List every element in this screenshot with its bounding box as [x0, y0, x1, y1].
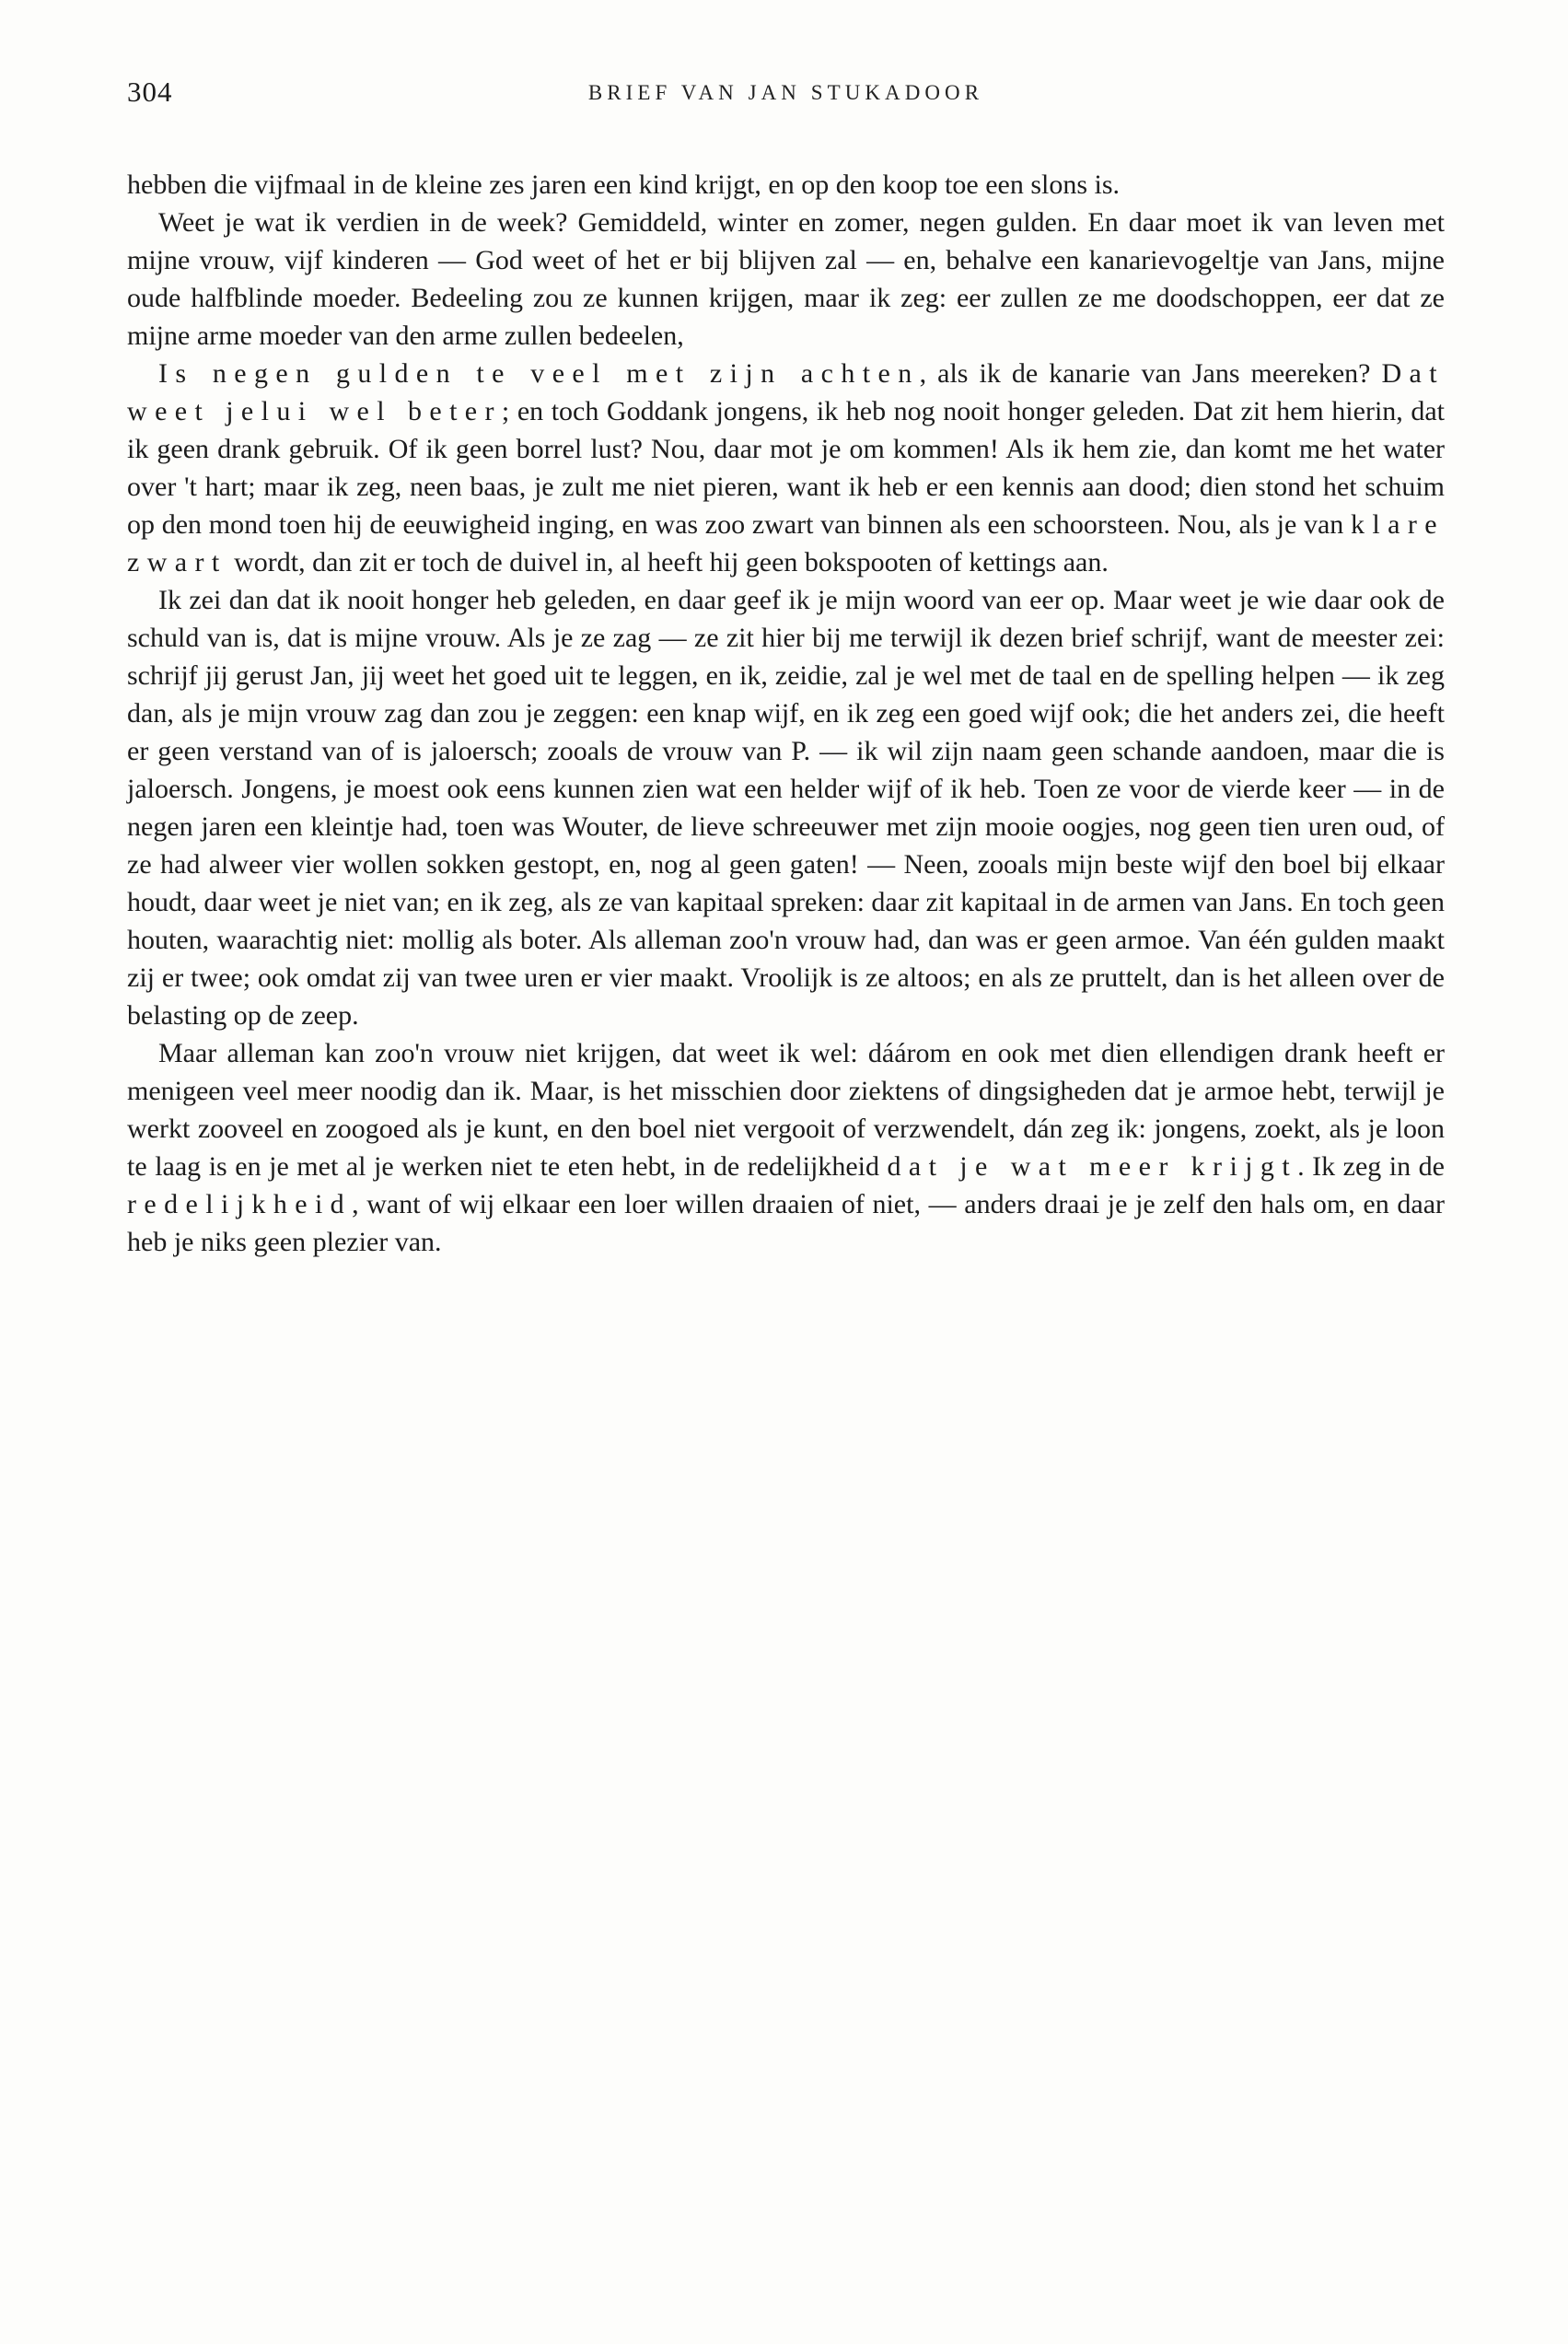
paragraph: [127, 166, 1445, 204]
text-segment: Maar alleman kan zoo'n vrouw niet krijgen, dat weet ik wel: dáárom en ook met dien ellendigen drank heeft er menigeen veel meer noodig dan ik. Maar, is het misschien door ziektens of dingsigheden dat je armoe hebt, terwijl je werkt zooveel en zoogoed als je kunt, en den boel niet vergooit of verzwendelt, dán zeg ik: jongens, zoekt, als je loon te laag is en je met al je werken niet te eten hebt, in de redelijkheid: [127, 1038, 1445, 1182]
emphasized-text: redelijkheid: [127, 1189, 353, 1219]
text-segment: Weet je wat ik verdien in de week? Gemiddeld, winter en zomer, negen gulden. En daar moet ik van leven met mijne vrouw, vijf kinderen — God weet of het er bij blijven zal — en, behalve een kanarievogeltje van Jans, mijne oude halfblinde moeder. Bedeeling zou ze kunnen krijgen, maar ik zeg: eer zullen ze me doodschoppen, eer dat ze mijne arme moeder van den arme zullen bedeelen,: [127, 207, 1445, 351]
text-segment: ; en toch Goddank jongens, ik heb nog nooit honger geleden. Dat zit hem hierin, dat ik geen drank gebruik. Of ik geen borrel lust? Nou, daar mot je om kommen! Als ik hem zie, dan komt me het water over 't hart; maar ik zeg, neen baas, je zult me niet pieren, want ik heb er een kennis aan dood; dien stond het schuim op den mond toen hij de eeuwigheid inging, en was zoo zwart van binnen als een schoorsteen. Nou, als je van: [127, 396, 1445, 540]
text-segment: , want of wij elkaar een loer willen draaien of niet, — anders draai je je zelf den hals om, en daar heb je niks geen plezier van.: [127, 1189, 1445, 1257]
text-segment: Ik zei dan dat ik nooit honger heb geleden, en daar geef ik je mijn woord van eer op. Maar weet je wie daar ook de schuld van is, dat is mijne vrouw. Als je ze zag — ze zit hier bij me terwijl ik dezen brief schrijf, want de meester zei: schrijf jij gerust Jan, jij weet het goed uit te leggen, en ik, zeidie, zal je wel met de taal en de spelling helpen — ik zeg dan, als je mijn vrouw zag dan zou je zeggen: een knap wijf, en ik zeg een goed wijf ook; die het anders zei, die heeft er geen verstand van of is jaloersch; zooals de vrouw van P. — ik wil zijn naam geen schande aandoen, maar die is jaloersch. Jongens, je moest ook eens kunnen zien wat een helder wijf of ik heb. Toen ze voor de vierde keer — in de negen jaren een kleintje had, toen was Wouter, de lieve schreeuwer met zijn mooie oogjes, nog geen tien uren oud, of ze had alweer vier wollen sokken gestopt, en, nog al geen gaten! — Neen, zooals mijn beste wijf den boel bij elkaar houdt, daar weet je niet van; en ik zeg, als ze van kapitaal spreken: daar zit kapitaal in de armen van Jans. En toch geen houten, waarachtig niet: mollig als boter. Als alleman zoo'n vrouw had, dan was er geen armoe. Van één gulden maakt zij er twee; ook omdat zij van twee uren er vier maakt. Vroolijk is ze altoos; en als ze pruttelt, dan is het alleen over de belasting op de zeep.: [127, 585, 1445, 1031]
page-header: [127, 76, 1445, 118]
text-segment: hebben die vijfmaal in de kleine zes jaren een kind krijgt, en op den koop toe een slons is.: [127, 169, 1121, 200]
page-number: 304: [127, 76, 173, 108]
paragraph: [127, 355, 1445, 581]
emphasized-text: Dat weet jelui wel beter: [127, 358, 1445, 426]
text-segment: , als ik de kanarie van Jans meereken?: [919, 358, 1382, 389]
running-title: BRIEF VAN JAN STUKADOOR: [587, 81, 984, 104]
text-segment: . Ik zeg in de: [1297, 1151, 1446, 1182]
emphasized-text: dat je wat meer krijgt: [887, 1151, 1298, 1182]
emphasized-text: klare zwart: [127, 509, 1445, 577]
page-body: [127, 166, 1445, 1261]
paragraph: [127, 581, 1445, 1034]
paragraph: [127, 1034, 1445, 1261]
paragraph: [127, 204, 1445, 355]
emphasized-text: Is negen gulden te veel met zijn achten: [158, 358, 920, 389]
text-segment: wordt, dan zit er toch de duivel in, al heeft hij geen bokspooten of kettings aan.: [226, 547, 1109, 577]
